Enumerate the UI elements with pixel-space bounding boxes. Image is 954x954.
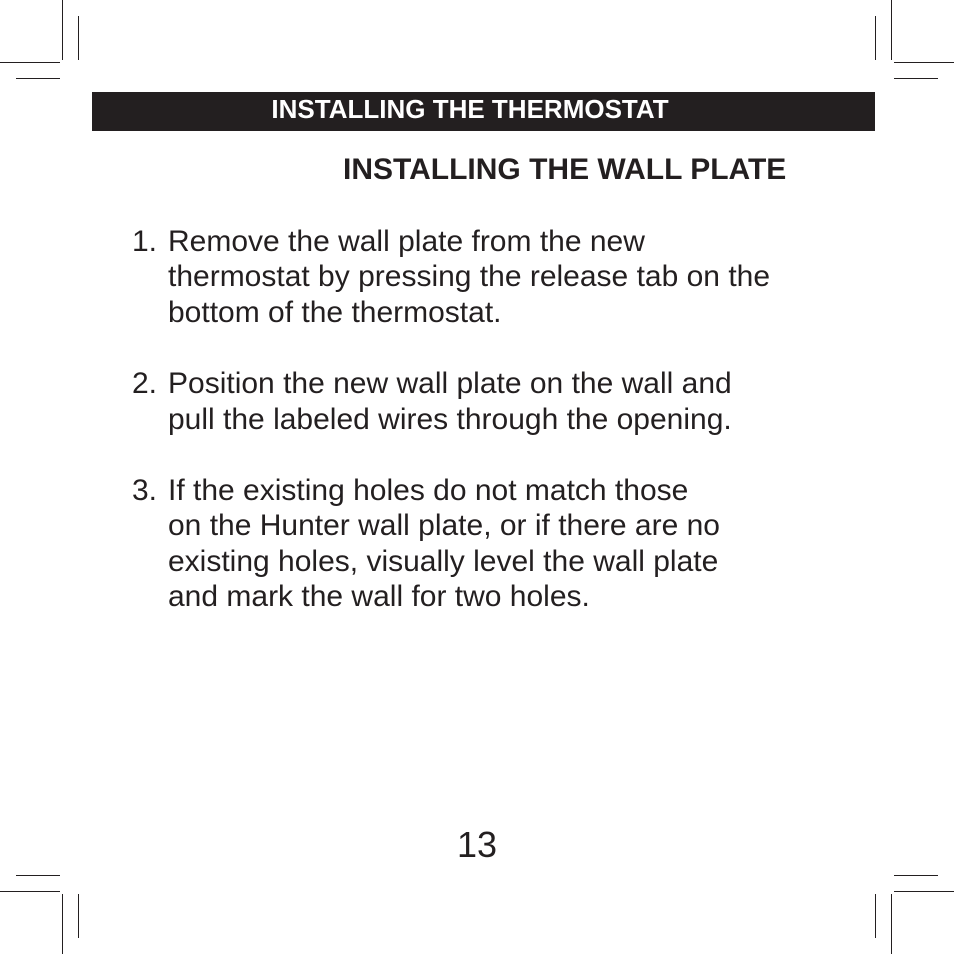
- step-number: 2.: [132, 367, 158, 401]
- crop-mark-top-right-inner: [875, 16, 876, 60]
- step-2: [132, 366, 832, 437]
- step-text-line: If the existing holes do not match those: [168, 474, 689, 508]
- chapter-header-bar: [92, 92, 875, 131]
- step-text-line: Position the new wall plate on the wall and: [168, 367, 732, 401]
- section-title: INSTALLING THE WALL PLATE: [343, 153, 787, 186]
- step-text-line: on the Hunter wall plate, or if there are no: [168, 509, 720, 543]
- step-3: [132, 473, 832, 615]
- step-text-line: existing holes, visually level the wall plate: [168, 544, 719, 578]
- crop-mark-top-left-outer: [62, 0, 63, 60]
- crop-mark-bottom-left-inner: [78, 894, 79, 938]
- step-number: 3.: [132, 474, 158, 508]
- crop-mark-bottom-left-lower: [0, 891, 60, 892]
- crop-mark-top-left-upper: [0, 62, 60, 63]
- step-text-line: bottom of the thermostat.: [168, 295, 502, 329]
- crop-mark-bottom-left-outer: [62, 894, 63, 954]
- page-number: 13: [456, 824, 498, 865]
- step-text-line: Remove the wall plate from the new: [168, 225, 645, 258]
- crop-mark-bottom-right-lower: [894, 891, 954, 892]
- step-text-line: pull the labeled wires through the opening.: [168, 402, 732, 436]
- step-text-line: thermostat by pressing the release tab on the: [168, 260, 771, 294]
- crop-mark-top-left-lower: [16, 78, 60, 79]
- step-1: [132, 224, 832, 330]
- crop-mark-top-left-inner: [78, 16, 79, 60]
- crop-mark-top-right-upper: [894, 62, 954, 63]
- crop-mark-top-right-outer: [891, 0, 892, 60]
- chapter-title: INSTALLING THE THERMOSTAT: [271, 94, 669, 124]
- instruction-steps: [132, 224, 832, 651]
- step-text-line: and mark the wall for two holes.: [168, 580, 590, 614]
- crop-mark-bottom-right-upper: [894, 875, 938, 876]
- crop-mark-bottom-right-outer: [891, 894, 892, 954]
- crop-mark-top-right-lower: [894, 78, 938, 79]
- crop-mark-bottom-left-upper: [16, 875, 60, 876]
- crop-mark-bottom-right-inner: [875, 894, 876, 938]
- step-number: 1.: [132, 225, 158, 258]
